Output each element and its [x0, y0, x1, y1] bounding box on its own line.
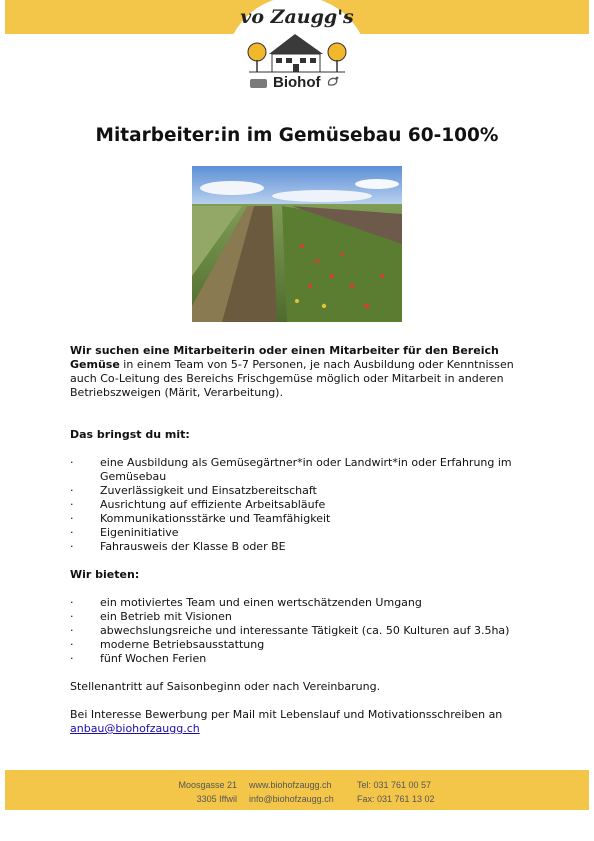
- bullet: ·: [70, 456, 74, 469]
- list-item: · fünf Wochen Ferien: [70, 652, 207, 665]
- footer-email[interactable]: info@biohofzaugg.ch: [249, 794, 334, 804]
- bullet: ·: [70, 624, 74, 637]
- list-item: · Ausrichtung auf effiziente Arbeitsabläufe: [70, 498, 326, 511]
- vegetable-field-photo: [192, 166, 402, 322]
- offers-list: [70, 596, 540, 666]
- bullet: ·: [70, 596, 74, 609]
- footer-fax: Fax: 031 761 13 02: [357, 794, 435, 804]
- requirements-list: [70, 456, 540, 554]
- bullet: ·: [70, 540, 74, 553]
- intro-lead: Wir suchen eine Mitarbeiterin oder einen Mitarbeiter für den Bereich Gemüse: [70, 344, 499, 371]
- application-email-link[interactable]: anbau@biohofzaugg.ch: [70, 722, 200, 735]
- list-item: · ein motiviertes Team und einen wertschätzenden Umgang: [70, 596, 422, 609]
- list-item: · moderne Betriebsausstattung: [70, 638, 265, 651]
- bullet: ·: [70, 512, 74, 525]
- list-item: · Zuverlässigkeit und Einsatzbereitschaft: [70, 484, 317, 497]
- list-item: · eine Ausbildung als Gemüsegärtner*in oder Landwirt*in oder Erfahrung im Gemüsebau: [70, 456, 512, 483]
- list-item: · Eigeninitiative: [70, 526, 179, 539]
- logo-script-text: vo Zaugg's: [240, 6, 354, 28]
- bullet: ·: [70, 610, 74, 623]
- bio-suisse-seal-icon: [326, 76, 340, 88]
- demeter-seal-icon: [250, 79, 267, 88]
- footer-website[interactable]: www.biohofzaugg.ch: [249, 780, 332, 790]
- bullet: ·: [70, 638, 74, 651]
- start-note: Stellenantritt auf Saisonbeginn oder nach Vereinbarung.: [70, 680, 381, 693]
- requirements-heading: Das bringst du mit:: [70, 428, 190, 441]
- offers-heading: Wir bieten:: [70, 568, 140, 581]
- logo-brand-text: Biohof: [273, 74, 321, 91]
- footer-city: 3305 Iffwil: [196, 794, 237, 804]
- intro-text: in einem Team von 5-7 Personen, je nach Ausbildung oder Kenntnissen auch Co-Leitung des Bereichs Frischgemüse möglich oder Mitarbeit in anderen Betriebszweigen (Märit, Verarbeitung).: [70, 358, 514, 399]
- intro-paragraph: [70, 344, 540, 400]
- footer-web-contact: [249, 778, 334, 806]
- footer-phone-contact: [357, 778, 435, 806]
- list-item: · ein Betrieb mit Visionen: [70, 610, 232, 623]
- footer-street: Moosgasse 21: [178, 780, 237, 790]
- bullet: ·: [70, 526, 74, 539]
- page-title: Mitarbeiter:in im Gemüsebau 60-100%: [95, 125, 499, 146]
- list-item: · Fahrausweis der Klasse B oder BE: [70, 540, 286, 553]
- application-paragraph: [70, 708, 540, 736]
- bullet: ·: [70, 484, 74, 497]
- bullet: ·: [70, 498, 74, 511]
- job-description: [70, 344, 540, 736]
- farmhouse-logo-icon: [247, 30, 347, 76]
- application-text: Bei Interesse Bewerbung per Mail mit Lebenslauf und Motivationsschreiben an: [70, 708, 503, 721]
- footer-address: [160, 778, 237, 806]
- list-item: · abwechslungsreiche und interessante Tätigkeit (ca. 50 Kulturen auf 3.5ha): [70, 624, 510, 637]
- bullet: ·: [70, 652, 74, 665]
- list-item: · Kommunikationsstärke und Teamfähigkeit: [70, 512, 331, 525]
- footer-tel: Tel: 031 761 00 57: [357, 780, 432, 790]
